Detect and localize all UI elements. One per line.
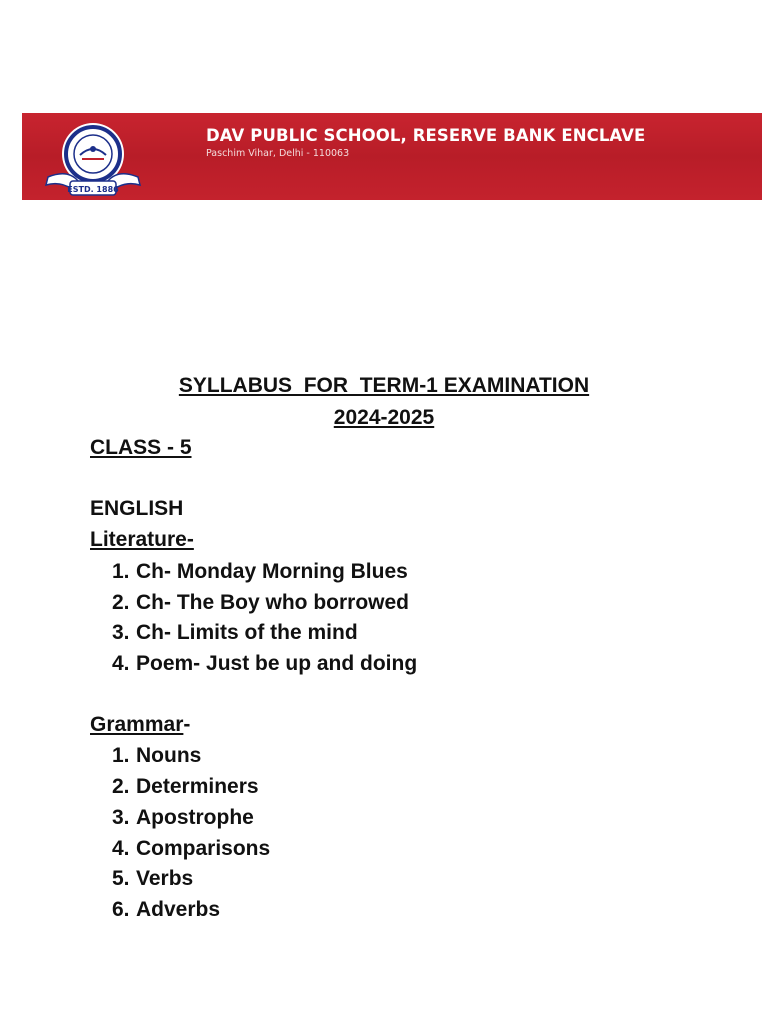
list-item: 4. Comparisons (112, 837, 271, 860)
list-item: 5. Verbs (112, 867, 194, 890)
logo-estd-text: ESTD. 1886 (67, 185, 119, 194)
class-label: CLASS - 5 (90, 436, 192, 459)
school-header-banner (22, 113, 762, 200)
grammar-heading: Grammar- (90, 713, 191, 736)
list-item: 6. Adverbs (112, 898, 221, 921)
list-item: 1. Nouns (112, 744, 202, 767)
list-item: 4. Poem- Just be up and doing (112, 652, 418, 675)
school-name: DAV PUBLIC SCHOOL, RESERVE BANK ENCLAVE (206, 126, 646, 145)
list-item: 2. Determiners (112, 775, 259, 798)
list-item: 3. Apostrophe (112, 806, 254, 829)
literature-heading: Literature- (90, 528, 194, 551)
list-item: 1. Ch- Monday Morning Blues (112, 560, 408, 583)
list-item: 2. Ch- The Boy who borrowed (112, 591, 409, 614)
school-address: Paschim Vihar, Delhi - 110063 (206, 148, 350, 159)
school-logo-icon (42, 119, 144, 197)
list-item: 3. Ch- Limits of the mind (112, 621, 358, 644)
subject-heading: ENGLISH (90, 497, 184, 520)
document-title: SYLLABUS FOR TERM-1 EXAMINATION (178, 374, 590, 397)
document-year: 2024-2025 (333, 406, 435, 429)
